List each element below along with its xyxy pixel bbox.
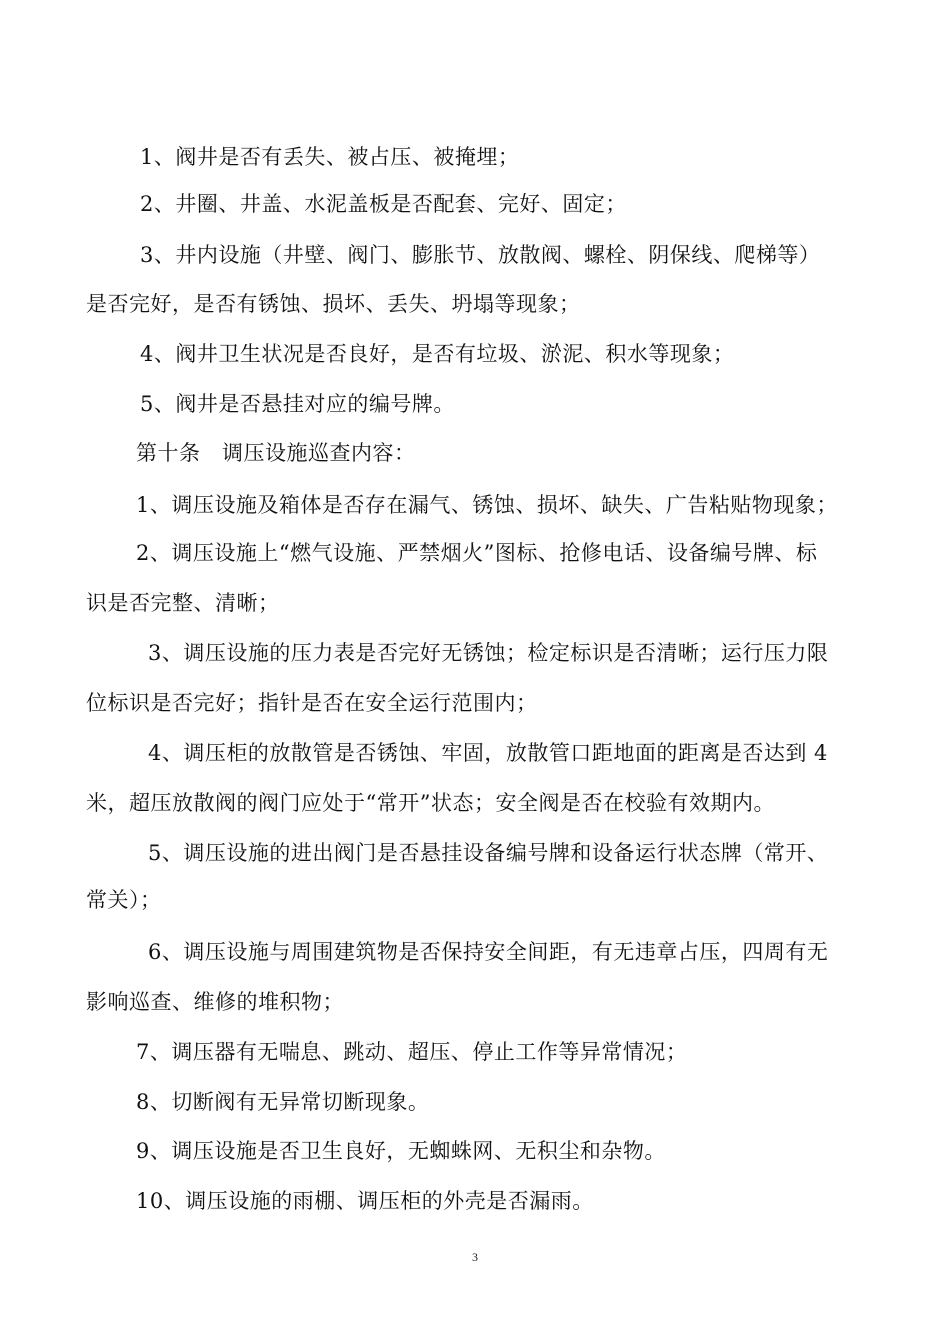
regulator-item-7: 7、调压器有无喘息、跳动、超压、停止工作等异常情况； [136,1040,688,1064]
regulator-item-3: 3、调压设施的压力表是否完好无锈蚀；检定标识是否清晰；运行压力限 [148,641,829,665]
regulator-item-5-cont: 常关）； [86,888,162,912]
regulator-item-5: 5、调压设施的进出阀门是否悬挂设备编号牌和设备运行状态牌（常开、 [148,841,829,865]
valve-well-item-1: 1、阀井是否有丢失、被占压、被掩埋； [140,145,520,169]
regulator-item-2: 2、调压设施上“燃气设施、严禁烟火”图标、抢修电话、设备编号牌、标 [136,541,818,565]
regulator-item-8: 8、切断阀有无异常切断现象。 [136,1090,430,1114]
valve-well-item-2: 2、井圈、井盖、水泥盖板是否配套、完好、固定； [140,192,627,216]
regulator-item-4-cont: 米，超压放散阀的阀门应处于“常开”状态；安全阀是否在校验有效期内。 [86,791,775,815]
regulator-item-6: 6、调压设施与周围建筑物是否保持安全间距，有无违章占压，四周有无 [148,940,829,964]
regulator-item-4: 4、调压柜的放散管是否锈蚀、牢固，放散管口距地面的距离是否达到 4 [148,741,828,765]
regulator-item-9: 9、调压设施是否卫生良好，无蜘蛛网、无积尘和杂物。 [136,1139,666,1163]
regulator-item-2-cont: 识是否完整、清晰； [86,591,280,615]
regulator-item-6-cont: 影响巡查、维修的堆积物； [86,990,344,1014]
page-number: 3 [472,1250,478,1264]
regulator-item-1: 1、调压设施及箱体是否存在漏气、锈蚀、损坏、缺失、广告粘贴物现象； [136,493,838,517]
regulator-item-3-cont: 位标识是否完好；指针是否在安全运行范围内； [86,691,538,715]
valve-well-item-4: 4、阀井卫生状况是否良好，是否有垃圾、淤泥、积水等现象； [140,342,735,366]
valve-well-item-3: 3、井内设施（井壁、阀门、膨胀节、放散阀、螺栓、阴保线、爬梯等） [140,243,821,267]
regulator-item-10: 10、调压设施的雨棚、调压柜的外壳是否漏雨。 [136,1189,594,1213]
valve-well-item-5: 5、阀井是否悬挂对应的编号牌。 [140,392,455,416]
article-heading: 第十条 调压设施巡查内容： [136,441,416,465]
valve-well-item-3-cont: 是否完好，是否有锈蚀、损坏、丢失、坍塌等现象； [86,292,581,316]
